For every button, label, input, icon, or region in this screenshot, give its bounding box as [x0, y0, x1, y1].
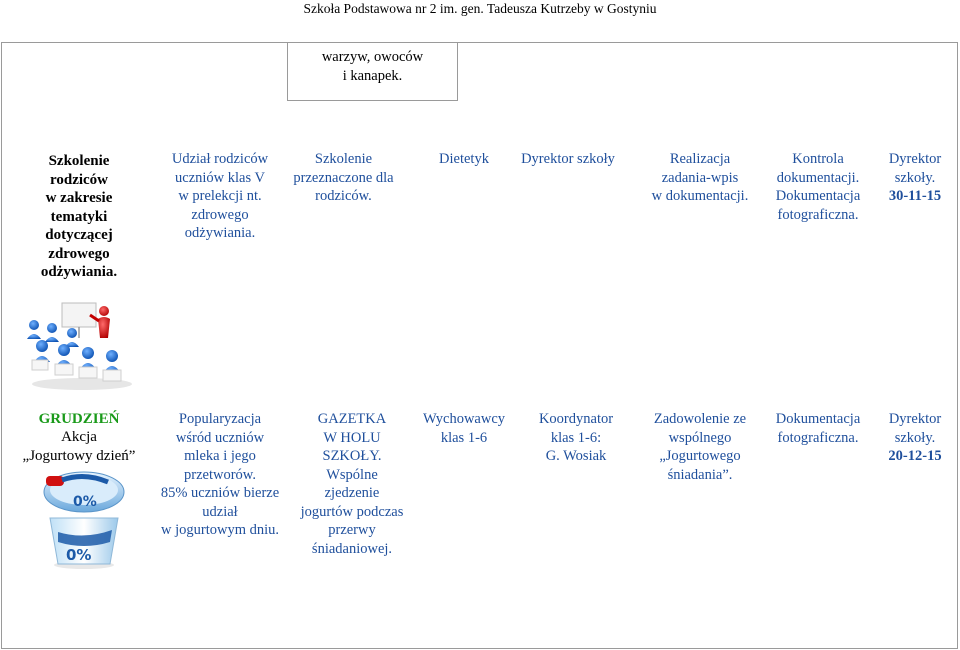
row2-target: GAZETKA W HOLU SZKOŁY. Wspólne zjedzenie jogurtów podczas przerwy śniadaniowej. — [300, 411, 404, 557]
top-continuation-text: warzyw, owoców i kanapek. — [321, 49, 424, 84]
row1-effect: Realizacja zadania-wpis w dokumentacji. — [651, 151, 749, 204]
row2-monitoring: Dokumentacja fotograficzna. — [775, 411, 861, 446]
row2-activity: Popularyzacja wśród uczniów mleka i jego przetworów. 85% uczniów bierze udział w jogurtowym dniu. — [160, 411, 280, 538]
row2-effect: Zadowolenie ze wspólnego „Jogurtowego śniadania”. — [653, 411, 747, 483]
presentation-illustration — [22, 298, 134, 392]
row1-task: Szkolenie rodziców w zakresie tematyki dotyczącej zdrowego odżywiania. — [40, 153, 118, 280]
row2-task: Akcja „Jogurtowy dzień” — [22, 429, 136, 464]
yogurt-icon — [36, 470, 132, 570]
row1-date: 30-11-15 — [888, 188, 942, 204]
row1-target: Szkolenie przeznaczone dla rodziców. — [293, 151, 394, 204]
row2-responsible: Wychowawcy klas 1-6 — [422, 411, 506, 446]
page-header: Szkoła Podstawowa nr 2 im. gen. Tadeusza Kutrzeby w Gostyniu — [303, 1, 657, 16]
svg-text:0%: 0% — [73, 494, 97, 510]
row2-who: Dyrektor szkoły. 20-12-15 — [888, 411, 942, 464]
row1-who: Dyrektor szkoły. 30-11-15 — [888, 151, 942, 204]
training-icon — [22, 298, 134, 392]
row2-coordinator: Koordynator klas 1-6: G. Wosiak — [538, 411, 614, 464]
svg-text:0%: 0% — [66, 546, 92, 564]
table-frame — [1, 42, 958, 649]
row1-responsible: Dietetyk — [439, 151, 489, 167]
row2-date: 20-12-15 — [888, 448, 942, 464]
row1-activity: Udział rodziców uczniów klas V w prelekcji nt. zdrowego odżywiania. — [171, 151, 269, 241]
row2-month: GRUDZIEŃ — [38, 411, 120, 427]
row1-coordinator: Dyrektor szkoły — [521, 151, 615, 167]
row1-monitoring: Kontrola dokumentacji. Dokumentacja fotograficzna. — [775, 151, 861, 223]
yogurt-cup-image — [36, 470, 132, 570]
